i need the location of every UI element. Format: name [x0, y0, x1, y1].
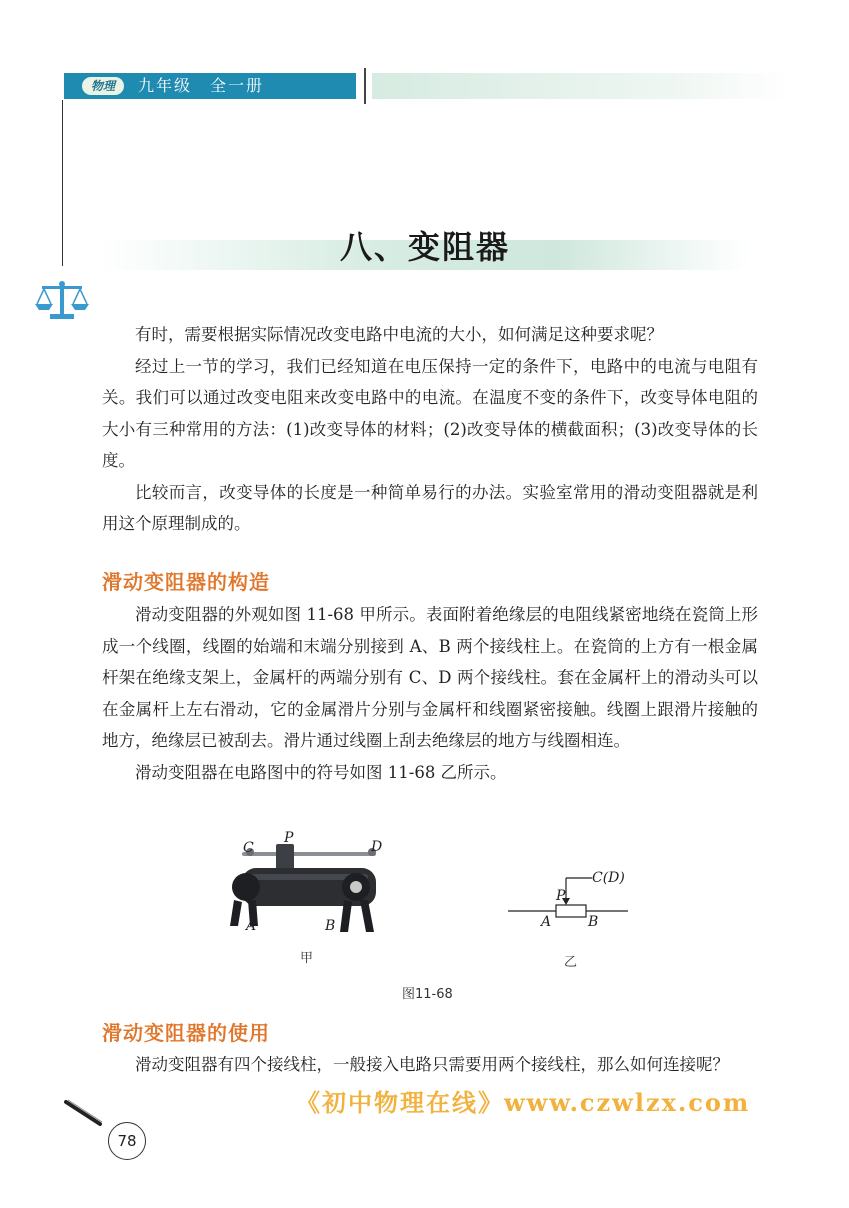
label-a: A	[246, 918, 257, 934]
label-cd: C(D)	[592, 870, 625, 886]
magnifier-icon	[64, 1098, 114, 1134]
section-heading-construction: 滑动变阻器的构造	[102, 570, 270, 594]
slider	[276, 844, 294, 870]
section2-paragraph: 滑动变阻器有四个接线柱，一般接入电路只需要用两个接线柱，那么如何连接呢？	[135, 1055, 729, 1074]
figure-caption: 图11-68	[402, 987, 453, 1002]
symbol-label-p: P	[556, 888, 566, 904]
watermark: 《初中物理在线》www.czwlzx.com	[296, 1088, 751, 1117]
intro-paragraph: 比较而言，改变导体的长度是一种简单易行的办法。实验室常用的滑动变阻器就是利用这个原理制成的。	[102, 482, 758, 533]
balance-scale-icon	[32, 280, 92, 322]
intro-text	[102, 319, 758, 540]
book-title: 九年级 全一册	[138, 76, 265, 95]
header-divider	[364, 68, 366, 104]
label-b: B	[325, 918, 336, 934]
section1-text	[102, 599, 758, 788]
page-number: 78	[108, 1122, 146, 1160]
sub-caption-right: 乙	[564, 955, 578, 970]
label-p: P	[284, 830, 294, 846]
header-gradient-band	[372, 73, 792, 99]
section1-paragraph: 滑动变阻器在电路图中的符号如图 11-68 乙所示。	[135, 762, 507, 782]
symbol-label-a: A	[541, 914, 552, 930]
section1-paragraph: 滑动变阻器的外观如图 11-68 甲所示。表面附着绝缘层的电阻线紧密地绕在瓷筒上形成一个线圈，线圈的始端和末端分别接到 A、B 两个接线柱上。在瓷筒的上方有一根金属杆架在绝缘支架上，金属杆的两端分别有 C、D 两个接线柱。套在金属杆上的滑动头可以在金属杆上左右滑动，它的金属滑片分别与金属杆和线圈紧密接触。线圈上跟滑片接触的地方，绝缘层已被刮去。滑片通过线圈上刮去绝缘层的地方与线圈相连。	[102, 605, 758, 750]
label-d: D	[371, 839, 383, 855]
intro-paragraph: 有时，需要根据实际情况改变电路中电流的大小，如何满足这种要求呢？	[135, 325, 663, 344]
left-bracket	[232, 873, 260, 901]
section-heading-usage: 滑动变阻器的使用	[102, 1021, 270, 1045]
intro-paragraph: 经过上一节的学习，我们已经知道在电压保持一定的条件下，电路中的电流与电阻有关。我们可以通过改变电阻来改变电路中的电流。在温度不变的条件下，改变导体电阻的大小有三种常用的方法：(1)改变导体的材料；(2)改变导体的横截面积；(3)改变导体的长度。	[102, 356, 758, 470]
section2-text	[102, 1049, 758, 1081]
metal-rod	[242, 852, 376, 856]
subject-badge: 物理	[82, 77, 124, 95]
margin-line	[62, 100, 63, 266]
symbol-label-b: B	[588, 914, 599, 930]
chapter-title: 八、变阻器	[340, 228, 511, 266]
label-c: C	[243, 840, 254, 856]
sub-caption-left: 甲	[300, 951, 314, 966]
